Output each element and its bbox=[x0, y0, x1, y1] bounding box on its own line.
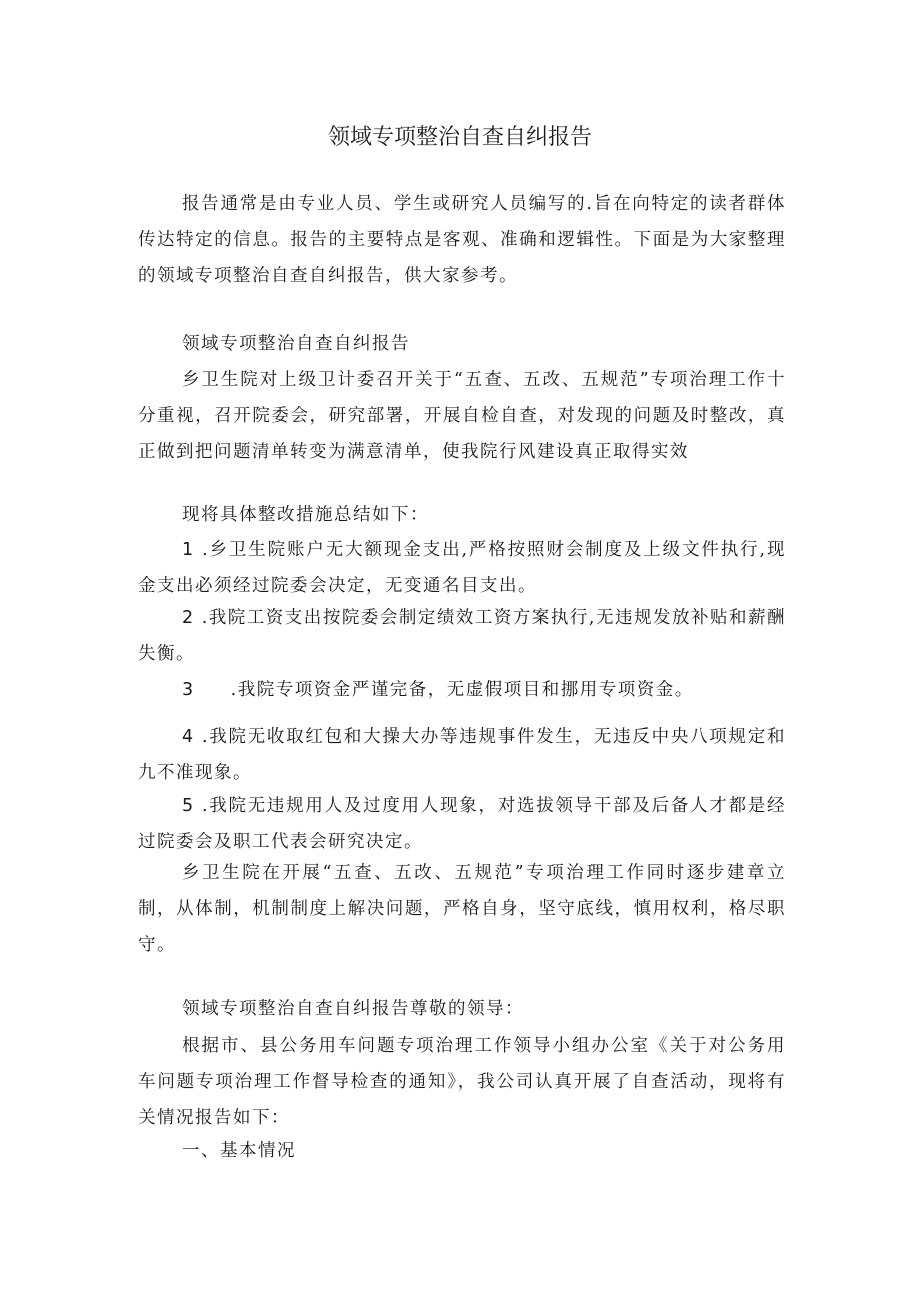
list-item-1 bbox=[138, 532, 786, 604]
list-item-text: .我院无收取红包和大操大办等违规事件发生，无违反中央八项规定和九不准现象。 bbox=[138, 727, 786, 783]
section1-heading: 领域专项整治自查自纠报告 bbox=[182, 334, 410, 354]
section1-lead: 现将具体整改措施总结如下： bbox=[182, 505, 429, 525]
list-item-5 bbox=[138, 788, 786, 860]
list-item-number: 1 bbox=[182, 540, 195, 560]
list-item-text: .我院专项资金严谨完备，无虚假项目和挪用专项资金。 bbox=[230, 680, 694, 700]
list-item-4 bbox=[138, 719, 786, 791]
document-title: 领域专项整治自查自纠报告 bbox=[327, 125, 592, 150]
list-item-2 bbox=[138, 600, 786, 672]
list-item-number: 4 bbox=[182, 727, 195, 747]
list-item-text: .我院无违规用人及过度用人现象，对选拔领导干部及后备人才都是经过院委会及职工代表会研究决定。 bbox=[138, 796, 786, 852]
section1-paragraph: 乡卫生院对上级卫计委召开关于“五查、五改、五规范”专项治理工作十分重视，召开院委会，研究部署，开展自检自查，对发现的问题及时整改，真正做到把问题清单转变为满意清单，使我院行风建设真正取得实效 bbox=[138, 370, 786, 462]
section2-paragraph: 根据市、县公务用车问题专项治理工作领导小组办公室《关于对公务用车问题专项治理工作督导检查的通知》，我公司认真开展了自查活动，现将有关情况报告如下： bbox=[138, 1036, 786, 1128]
section1-closing: 乡卫生院在开展“五查、五改、五规范”专项治理工作同时逐步建章立制，从体制，机制制度上解决问题，严格自身，坚守底线，慎用权利，格尽职守。 bbox=[138, 863, 786, 955]
list-item-number: 2 bbox=[182, 608, 195, 628]
section2-subheading: 一、基本情况 bbox=[182, 1141, 296, 1161]
list-item-text: .乡卫生院账户无大额现金支出,严格按照财会制度及上级文件执行,现金支出必须经过院委会决定，无变通名目支出。 bbox=[138, 540, 786, 596]
section2-heading: 领域专项整治自查自纠报告尊敬的领导： bbox=[182, 999, 524, 1019]
list-item-number: 5 bbox=[182, 796, 195, 816]
list-item-text: .我院工资支出按院委会制定绩效工资方案执行,无违规发放补贴和薪酬失衡。 bbox=[138, 608, 786, 664]
list-item-number: 3 bbox=[182, 680, 195, 700]
intro-paragraph: 报告通常是由专业人员、学生或研究人员编写的.旨在向特定的读者群体传达特定的信息。报告的主要特点是客观、准确和逻辑性。下面是为大家整理的领域专项整治自查自纠报告，供大家参考。 bbox=[138, 194, 786, 286]
list-item-3 bbox=[138, 672, 786, 708]
